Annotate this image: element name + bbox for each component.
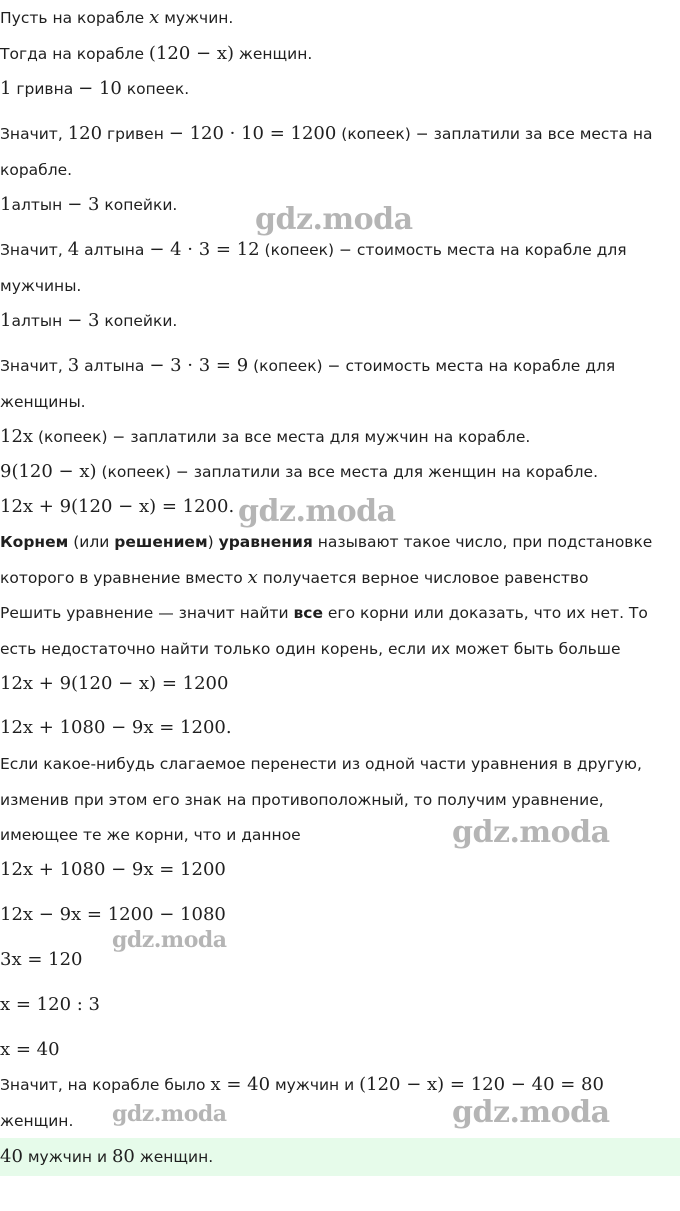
watermark-logo: gdz.moda: [112, 927, 227, 953]
equation: 12x + 9(120 − x) = 1200: [0, 673, 229, 694]
text-line: 1алтын − 3 копейки.: [0, 310, 178, 331]
answer-box: 40 мужчин и 80 женщин.: [0, 1138, 680, 1176]
equation: 12x + 9(120 − x) = 1200.: [0, 496, 235, 517]
text-line: Корнем (или решением) уравнения называют такое число, при подстановке: [0, 533, 653, 551]
text-line: Решить уравнение — значит найти все его корни или доказать, что их нет. То: [0, 604, 648, 622]
text-line: которого в уравнение вместо x получается верное числовое равенство: [0, 567, 589, 588]
equation: 3x = 120: [0, 949, 83, 970]
watermark-logo: gdz.moda: [255, 202, 413, 237]
equation: 12x + 1080 − 9x = 1200: [0, 859, 226, 880]
text-line: мужчины.: [0, 277, 82, 295]
text-line: Значит, 4 алтына − 4 · 3 = 12 (копеек) − стоимость места на корабле для: [0, 239, 627, 260]
text-line: женщины.: [0, 393, 86, 411]
text-line: Если какое-нибудь слагаемое перенести из одной части уравнения в другую,: [0, 755, 642, 773]
text-line: корабле.: [0, 161, 73, 179]
text-line: 1 гривна − 10 копеек.: [0, 78, 190, 99]
equation: 12x + 1080 − 9x = 1200.: [0, 717, 232, 738]
equation: x = 120 : 3: [0, 994, 100, 1015]
text-line: есть недостаточно найти только один корень, если их может быть больше: [0, 640, 621, 658]
watermark-logo: gdz.moda: [112, 1101, 227, 1127]
text-line: Значит, 120 гривен − 120 · 10 = 1200 (копеек) − заплатили за все места на: [0, 123, 653, 144]
text-line: Тогда на корабле (120 − x) женщин.: [0, 43, 313, 64]
text-line: изменив при этом его знак на противоположный, то получим уравнение,: [0, 791, 604, 809]
equation: 12x − 9x = 1200 − 1080: [0, 904, 226, 925]
text-line: 1алтын − 3 копейки.: [0, 194, 178, 215]
equation: x = 40: [0, 1039, 60, 1060]
text-line: женщин.: [0, 1112, 74, 1130]
text-line: 9(120 − x) (копеек) − заплатили за все места для женщин на корабле.: [0, 461, 599, 482]
watermark-logo: gdz.moda: [452, 1095, 610, 1130]
watermark-logo: gdz.moda: [238, 494, 396, 529]
text-line: Значит, на корабле было x = 40 мужчин и (120 − x) = 120 − 40 = 80: [0, 1074, 604, 1095]
text-line: 12x (копеек) − заплатили за все места для мужчин на корабле.: [0, 426, 531, 447]
watermark-logo: gdz.moda: [452, 815, 610, 850]
text-line: Пусть на корабле x мужчин.: [0, 7, 234, 28]
text-line: имеющее те же корни, что и данное: [0, 826, 301, 844]
text-line: Значит, 3 алтына − 3 · 3 = 9 (копеек) − стоимость места на корабле для: [0, 355, 616, 376]
